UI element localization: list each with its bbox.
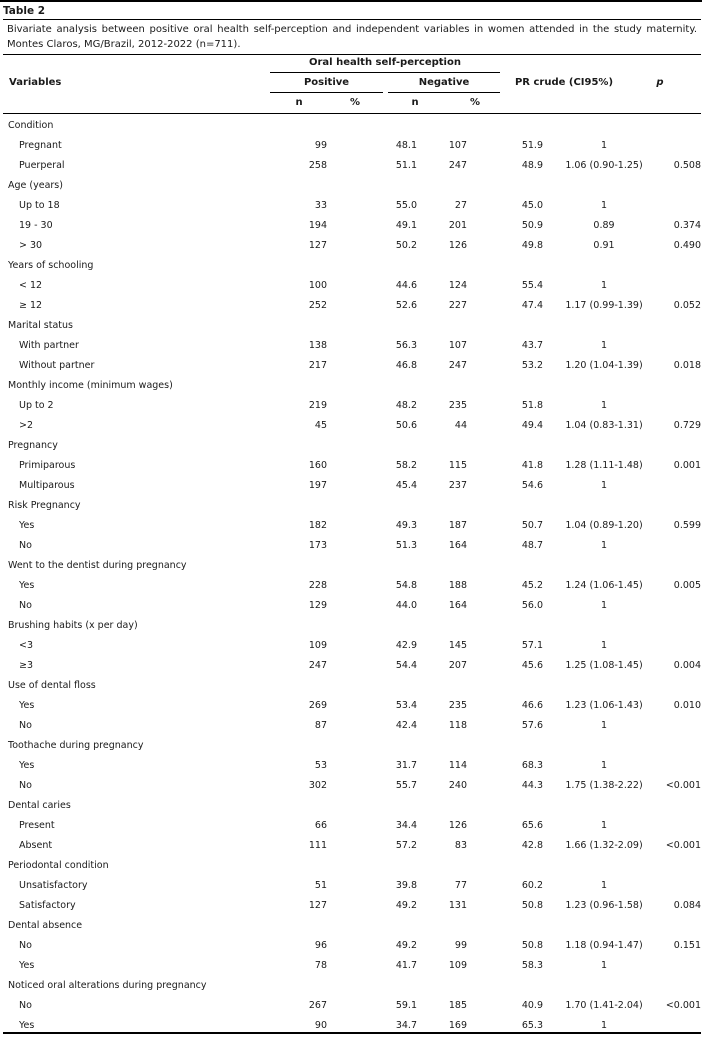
positive-n: 129 [308, 599, 327, 611]
p-value [665, 955, 701, 975]
category-row [3, 255, 701, 275]
table-row [3, 755, 701, 775]
positive-pct: 49.3 [395, 519, 417, 531]
positive-pct: 49.1 [395, 219, 417, 231]
positive-pct: 46.8 [395, 359, 417, 371]
positive-n: 173 [308, 539, 327, 551]
positive-n: 160 [308, 459, 327, 471]
positive-rule [270, 92, 383, 93]
category-row [3, 375, 701, 395]
level-label: No [19, 599, 32, 611]
positive-pct: 52.6 [395, 299, 417, 311]
negative-n: 164 [448, 599, 467, 611]
positive-n: 100 [308, 279, 327, 291]
negative-n: 240 [448, 779, 467, 791]
table-row [3, 295, 701, 315]
header-positive-pct: % [349, 97, 361, 108]
table-label: Table 2 [3, 5, 46, 17]
pr-crude: 1 [600, 139, 608, 151]
category-label: Age (years) [8, 179, 63, 191]
table-row [3, 355, 701, 375]
positive-pct: 49.2 [395, 899, 417, 911]
group-rule [270, 72, 500, 73]
positive-pct: 56.3 [395, 339, 417, 351]
table-row [3, 215, 701, 235]
negative-pct: 60.2 [521, 879, 543, 891]
pr-crude: 1 [600, 959, 608, 971]
table-row [3, 155, 701, 175]
negative-pct: 51.8 [521, 399, 543, 411]
positive-pct: 31.7 [395, 759, 417, 771]
table-row [3, 135, 701, 155]
positive-pct: 42.4 [395, 719, 417, 731]
table-row [3, 875, 701, 895]
pr-crude: 1.28 (1.11-1.48) [565, 459, 643, 471]
p-value [665, 635, 701, 655]
positive-pct: 48.1 [395, 139, 417, 151]
table-row [3, 535, 701, 555]
level-label: Yes [19, 519, 35, 531]
p-value [665, 195, 701, 215]
pr-crude: 1 [600, 199, 608, 211]
category-row [3, 435, 701, 455]
negative-pct: 50.7 [521, 519, 543, 531]
p-value [665, 755, 701, 775]
table-row [3, 275, 701, 295]
pr-crude: 1 [600, 279, 608, 291]
p-value: 0.374 [673, 219, 701, 231]
table-row [3, 655, 701, 675]
header-positive-n: n [295, 97, 303, 108]
positive-pct: 49.2 [395, 939, 417, 951]
table-row [3, 995, 701, 1015]
pr-crude: 1.04 (0.89-1.20) [565, 519, 643, 531]
category-row [3, 315, 701, 335]
positive-n: 247 [308, 659, 327, 671]
category-label: Noticed oral alterations during pregnancy [8, 979, 207, 991]
pr-crude: 1 [600, 879, 608, 891]
table-row [3, 955, 701, 975]
p-value: 0.052 [673, 299, 701, 311]
negative-n: 114 [448, 759, 467, 771]
header-bottom-rule [3, 113, 701, 114]
negative-n: 99 [454, 939, 467, 951]
level-label: ≥3 [19, 659, 34, 671]
positive-pct: 51.1 [395, 159, 417, 171]
p-value [665, 875, 701, 895]
category-row [3, 795, 701, 815]
category-row [3, 855, 701, 875]
p-value: 0.005 [673, 579, 701, 591]
category-row [3, 735, 701, 755]
negative-pct: 54.6 [521, 479, 543, 491]
category-label: Marital status [8, 319, 73, 331]
level-label: Yes [19, 759, 35, 771]
negative-n: 124 [448, 279, 467, 291]
positive-n: 33 [314, 199, 327, 211]
positive-pct: 44.0 [395, 599, 417, 611]
negative-pct: 44.3 [521, 779, 543, 791]
category-label: Periodontal condition [8, 859, 109, 871]
positive-n: 127 [308, 899, 327, 911]
positive-n: 66 [314, 819, 327, 831]
level-label: Up to 18 [19, 199, 60, 211]
positive-pct: 50.6 [395, 419, 417, 431]
negative-n: 109 [448, 959, 467, 971]
level-label: Yes [19, 699, 35, 711]
negative-n: 107 [448, 139, 467, 151]
negative-n: 188 [448, 579, 467, 591]
category-label: Risk Pregnancy [8, 499, 81, 511]
positive-pct: 53.4 [395, 699, 417, 711]
negative-n: 27 [454, 199, 467, 211]
category-label: Dental caries [8, 799, 71, 811]
positive-n: 96 [314, 939, 327, 951]
level-label: > 30 [19, 239, 43, 251]
p-value [665, 815, 701, 835]
negative-n: 201 [448, 219, 467, 231]
negative-n: 247 [448, 159, 467, 171]
positive-pct: 34.4 [395, 819, 417, 831]
negative-pct: 57.6 [521, 719, 543, 731]
p-value: <0.001 [665, 779, 701, 791]
negative-n: 227 [448, 299, 467, 311]
positive-n: 258 [308, 159, 327, 171]
level-label: No [19, 719, 32, 731]
positive-n: 267 [308, 999, 327, 1011]
table-row [3, 775, 701, 795]
table-row [3, 475, 701, 495]
negative-pct: 49.8 [521, 239, 543, 251]
table-body [3, 115, 701, 1035]
p-value: 0.018 [673, 359, 701, 371]
pr-crude: 1 [600, 479, 608, 491]
pr-crude: 1.24 (1.06-1.45) [565, 579, 643, 591]
pr-crude: 1.17 (0.99-1.39) [565, 299, 643, 311]
positive-n: 228 [308, 579, 327, 591]
table-row [3, 415, 701, 435]
category-row [3, 175, 701, 195]
pr-crude: 1 [600, 599, 608, 611]
positive-pct: 42.9 [395, 639, 417, 651]
category-label: Monthly income (minimum wages) [8, 379, 173, 391]
category-label: Brushing habits (x per day) [8, 619, 138, 631]
negative-pct: 50.9 [521, 219, 543, 231]
positive-n: 217 [308, 359, 327, 371]
negative-n: 247 [448, 359, 467, 371]
positive-pct: 41.7 [395, 959, 417, 971]
table-caption: Bivariate analysis between positive oral health self-perception and independent variables in women attended in the study maternity. Montes Claros, MG/Brazil, 2012-2022 (n=711). [7, 24, 697, 50]
negative-n: 126 [448, 819, 467, 831]
negative-pct: 46.6 [521, 699, 543, 711]
negative-n: 118 [448, 719, 467, 731]
positive-n: 109 [308, 639, 327, 651]
negative-pct: 50.8 [521, 899, 543, 911]
p-value: 0.599 [673, 519, 701, 531]
level-label: Yes [19, 1019, 35, 1031]
table-row [3, 595, 701, 615]
positive-pct: 51.3 [395, 539, 417, 551]
negative-rule [388, 92, 500, 93]
level-label: Satisfactory [19, 899, 76, 911]
positive-n: 53 [314, 759, 327, 771]
positive-n: 127 [308, 239, 327, 251]
negative-pct: 55.4 [521, 279, 543, 291]
level-label: No [19, 779, 32, 791]
level-label: Puerperal [19, 159, 65, 171]
positive-n: 51 [314, 879, 327, 891]
header-group: Oral health self-perception [309, 57, 461, 68]
p-value: 0.729 [673, 419, 701, 431]
negative-pct: 57.1 [521, 639, 543, 651]
level-label: Present [19, 819, 55, 831]
level-label: Multiparous [19, 479, 75, 491]
positive-n: 269 [308, 699, 327, 711]
negative-pct: 41.8 [521, 459, 543, 471]
negative-pct: 51.9 [521, 139, 543, 151]
header-positive: Positive [303, 77, 350, 88]
level-label: Absent [19, 839, 53, 851]
category-label: Use of dental floss [8, 679, 96, 691]
category-row [3, 115, 701, 135]
negative-pct: 56.0 [521, 599, 543, 611]
table-row [3, 575, 701, 595]
negative-pct: 65.3 [521, 1019, 543, 1031]
p-value: 0.151 [673, 939, 701, 951]
category-label: Years of schooling [8, 259, 94, 271]
p-value [665, 395, 701, 415]
category-label: Condition [8, 119, 54, 131]
negative-pct: 43.7 [521, 339, 543, 351]
negative-pct: 58.3 [521, 959, 543, 971]
category-row [3, 495, 701, 515]
pr-crude: 1.06 (0.90-1.25) [565, 159, 643, 171]
negative-pct: 65.6 [521, 819, 543, 831]
positive-n: 182 [308, 519, 327, 531]
table-row [3, 835, 701, 855]
level-label: Pregnant [19, 139, 62, 151]
table-row [3, 195, 701, 215]
negative-n: 115 [448, 459, 467, 471]
p-value: <0.001 [665, 839, 701, 851]
category-row [3, 915, 701, 935]
level-label: >2 [19, 419, 34, 431]
table-row [3, 395, 701, 415]
pr-crude: 1 [600, 819, 608, 831]
pr-crude: 1.04 (0.83-1.31) [565, 419, 643, 431]
category-label: Dental absence [8, 919, 83, 931]
p-value: 0.004 [673, 659, 701, 671]
negative-n: 131 [448, 899, 467, 911]
positive-n: 45 [314, 419, 327, 431]
pr-crude: 1 [600, 639, 608, 651]
p-value [665, 335, 701, 355]
negative-pct: 48.7 [521, 539, 543, 551]
level-label: With partner [19, 339, 79, 351]
pr-crude: 0.91 [593, 239, 615, 251]
p-value [665, 535, 701, 555]
pr-crude: 1.23 (1.06-1.43) [565, 699, 643, 711]
top-rule [0, 0, 702, 2]
category-label: Toothache during pregnancy [8, 739, 144, 751]
category-row [3, 975, 701, 995]
pr-crude: 1.20 (1.04-1.39) [565, 359, 643, 371]
negative-pct: 42.8 [521, 839, 543, 851]
positive-n: 138 [308, 339, 327, 351]
table-row [3, 815, 701, 835]
positive-n: 194 [308, 219, 327, 231]
negative-n: 44 [454, 419, 467, 431]
p-value [665, 475, 701, 495]
table-row [3, 455, 701, 475]
positive-n: 87 [314, 719, 327, 731]
table-row [3, 695, 701, 715]
pr-crude: 1 [600, 1019, 608, 1031]
p-value: 0.001 [673, 459, 701, 471]
header-negative-pct: % [469, 97, 481, 108]
negative-n: 164 [448, 539, 467, 551]
negative-n: 83 [454, 839, 467, 851]
positive-n: 219 [308, 399, 327, 411]
positive-pct: 50.2 [395, 239, 417, 251]
p-value: 0.084 [673, 899, 701, 911]
positive-pct: 44.6 [395, 279, 417, 291]
negative-pct: 40.9 [521, 999, 543, 1011]
data-table [3, 115, 701, 1035]
p-value: 0.490 [673, 239, 701, 251]
header-negative-n: n [411, 97, 419, 108]
negative-pct: 45.2 [521, 579, 543, 591]
table-row [3, 235, 701, 255]
pr-crude: 1.25 (1.08-1.45) [565, 659, 643, 671]
level-label: ≥ 12 [19, 299, 43, 311]
negative-n: 126 [448, 239, 467, 251]
header-negative: Negative [418, 77, 470, 88]
level-label: <3 [19, 639, 34, 651]
table-row [3, 715, 701, 735]
header-pr: PR crude (CI95%) [514, 77, 614, 88]
negative-pct: 45.6 [521, 659, 543, 671]
table-row [3, 895, 701, 915]
positive-pct: 59.1 [395, 999, 417, 1011]
table-row [3, 515, 701, 535]
level-label: Yes [19, 959, 35, 971]
header-top-rule [3, 54, 701, 55]
positive-n: 111 [308, 839, 327, 851]
negative-pct: 45.0 [521, 199, 543, 211]
p-value [665, 595, 701, 615]
p-value: 0.010 [673, 699, 701, 711]
level-label: < 12 [19, 279, 43, 291]
positive-n: 78 [314, 959, 327, 971]
negative-pct: 48.9 [521, 159, 543, 171]
category-label: Pregnancy [8, 439, 58, 451]
negative-n: 169 [448, 1019, 467, 1031]
negative-n: 235 [448, 699, 467, 711]
negative-n: 235 [448, 399, 467, 411]
category-row [3, 615, 701, 635]
negative-pct: 53.2 [521, 359, 543, 371]
negative-pct: 50.8 [521, 939, 543, 951]
p-value: <0.001 [665, 999, 701, 1011]
p-value [665, 135, 701, 155]
level-label: Without partner [19, 359, 95, 371]
positive-pct: 55.0 [395, 199, 417, 211]
level-label: No [19, 539, 32, 551]
pr-crude: 1 [600, 399, 608, 411]
negative-n: 77 [454, 879, 467, 891]
table-row [3, 635, 701, 655]
positive-pct: 39.8 [395, 879, 417, 891]
title-rule [3, 19, 701, 20]
p-value: 0.508 [673, 159, 701, 171]
p-value [665, 715, 701, 735]
negative-pct: 68.3 [521, 759, 543, 771]
positive-n: 197 [308, 479, 327, 491]
header-variables: Variables [9, 77, 62, 88]
level-label: Unsatisfactory [19, 879, 88, 891]
negative-n: 237 [448, 479, 467, 491]
positive-n: 90 [314, 1019, 327, 1031]
bottom-rule [3, 1032, 701, 1034]
positive-pct: 57.2 [395, 839, 417, 851]
pr-crude: 1.70 (1.41-2.04) [565, 999, 643, 1011]
negative-n: 207 [448, 659, 467, 671]
negative-n: 107 [448, 339, 467, 351]
positive-pct: 45.4 [395, 479, 417, 491]
header-p: p [656, 77, 664, 88]
positive-pct: 54.4 [395, 659, 417, 671]
p-value [665, 275, 701, 295]
table-row [3, 335, 701, 355]
negative-pct: 47.4 [521, 299, 543, 311]
positive-pct: 54.8 [395, 579, 417, 591]
pr-crude: 0.89 [593, 219, 615, 231]
category-row [3, 555, 701, 575]
negative-n: 185 [448, 999, 467, 1011]
pr-crude: 1.75 (1.38-2.22) [565, 779, 643, 791]
negative-pct: 49.4 [521, 419, 543, 431]
level-label: Primiparous [19, 459, 76, 471]
category-row [3, 675, 701, 695]
positive-pct: 58.2 [395, 459, 417, 471]
level-label: Yes [19, 579, 35, 591]
pr-crude: 1 [600, 759, 608, 771]
pr-crude: 1 [600, 539, 608, 551]
positive-n: 252 [308, 299, 327, 311]
level-label: Up to 2 [19, 399, 54, 411]
pr-crude: 1 [600, 719, 608, 731]
level-label: No [19, 999, 32, 1011]
positive-n: 99 [314, 139, 327, 151]
pr-crude: 1.23 (0.96-1.58) [565, 899, 643, 911]
pr-crude: 1.66 (1.32-2.09) [565, 839, 643, 851]
negative-n: 145 [448, 639, 467, 651]
positive-pct: 34.7 [395, 1019, 417, 1031]
positive-pct: 55.7 [395, 779, 417, 791]
level-label: No [19, 939, 32, 951]
pr-crude: 1.18 (0.94-1.47) [565, 939, 643, 951]
negative-n: 187 [448, 519, 467, 531]
positive-n: 302 [308, 779, 327, 791]
pr-crude: 1 [600, 339, 608, 351]
table-row [3, 935, 701, 955]
level-label: 19 - 30 [19, 219, 53, 231]
positive-pct: 48.2 [395, 399, 417, 411]
category-label: Went to the dentist during pregnancy [8, 559, 187, 571]
